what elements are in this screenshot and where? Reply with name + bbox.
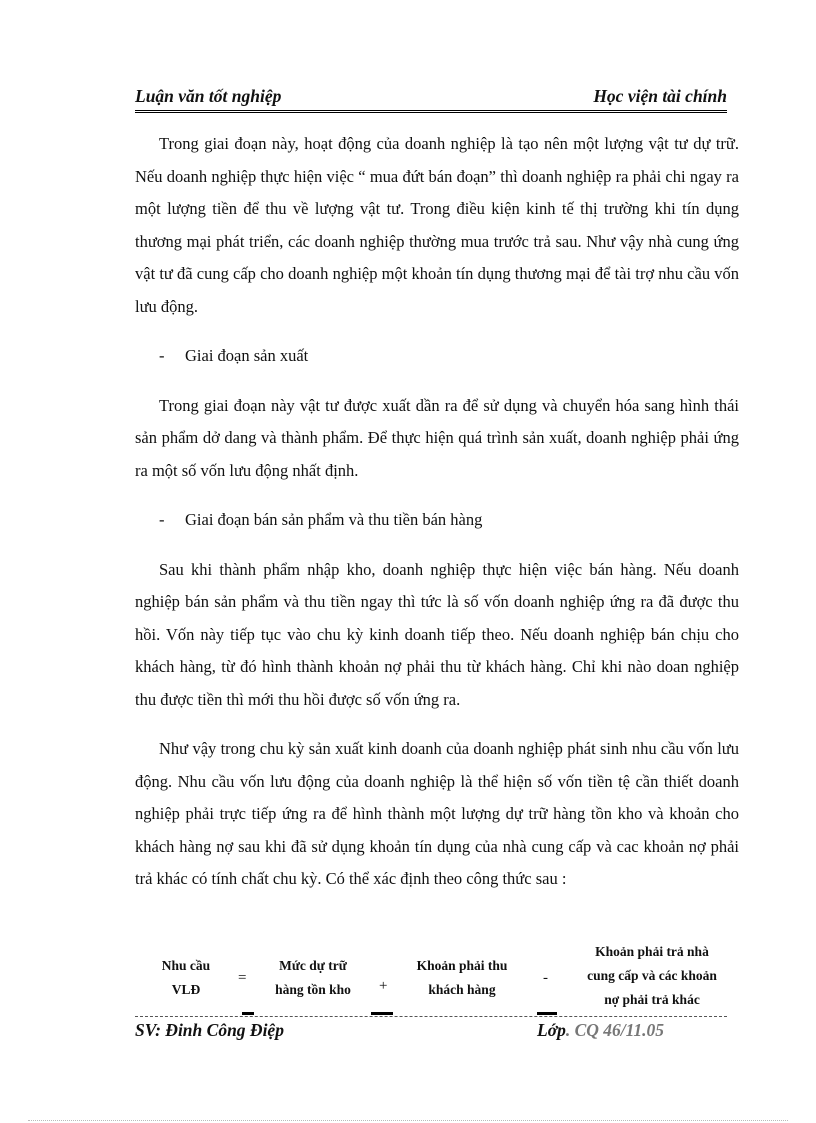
bullet-text: Giai đoạn sản xuất bbox=[185, 346, 309, 365]
header-institution: Học viện tài chính bbox=[593, 86, 727, 106]
paragraph-2: Trong giai đoạn này vật tư được xuất dần ra để sử dụng và chuyển hóa sang hình thái sản phẩm dở dang và thành phẩm. Để thực hiện quá trình sản xuất, doanh nghiệp phải ứng ra một số vốn lưu động nhất định. bbox=[135, 395, 739, 480]
bullet-dash: - bbox=[159, 510, 165, 529]
footer-class-label: Lớp bbox=[537, 1020, 566, 1040]
page-footer bbox=[135, 1020, 727, 1044]
header-thesis-title: Luận văn tốt nghiệp bbox=[135, 86, 282, 106]
paragraph-1: Trong giai đoạn này, hoạt động của doanh nghiệp là tạo nên một lượng vật tư dự trữ. Nếu doanh nghiệp thực hiện việc “ mua đứt bán đoạn” thì doanh nghiệp ra phải chi ngay ra một lượng tiền để thu về lượng vật tư. Trong điều kiện kinh tế thị trường khi tín dụng thương mại phát triển, các doanh nghiệp thường mua trước trả sau. Như vậy nhà cung ứng vật tư đã cung cấp cho doanh nghiệp một khoản tín dụng thương mại để tài trợ nhu cầu vốn lưu động. bbox=[135, 134, 739, 316]
formula-term-line: khách hàng bbox=[428, 982, 496, 997]
equals-sign: = bbox=[238, 970, 247, 986]
footer-class-code: . CQ 46/11.05 bbox=[565, 1020, 665, 1040]
formula-term-payables bbox=[567, 940, 737, 1012]
bullet-dash: - bbox=[159, 346, 165, 365]
plus-underline bbox=[371, 1012, 393, 1015]
document-body bbox=[135, 128, 739, 913]
footer-divider bbox=[135, 1016, 727, 1017]
formula-term-receivables bbox=[397, 954, 527, 1002]
equals-underline bbox=[242, 1012, 254, 1015]
formula-term-inventory bbox=[253, 954, 373, 1002]
formula-term-line: cung cấp và các khoản bbox=[587, 968, 717, 983]
formula-term-line: nợ phải trả khác bbox=[604, 992, 700, 1007]
footer-student-name: SV: Đinh Công Điệp bbox=[135, 1020, 284, 1040]
paragraph-3: Sau khi thành phẩm nhập kho, doanh nghiệp thực hiện việc bán hàng. Nếu doanh nghiệp bán sản phẩm và thu tiền ngay thì tức là số vốn doanh nghiệp ứng ra đã được thu hồi. Vốn này tiếp tục vào chu kỳ kinh doanh tiếp theo. Nếu doanh nghiệp bán chịu cho khách hàng, từ đó hình thành khoản nợ phải thu từ khách hàng. Chỉ khi nào doan nghiệp thu được tiền thì mới thu hồi được số vốn ứng ra. bbox=[135, 559, 739, 709]
formula-term-line: Mức dự trữ bbox=[279, 958, 347, 973]
paragraph-4: Như vậy trong chu kỳ sản xuất kinh doanh của doanh nghiệp phát sinh nhu cầu vốn lưu động. Nhu cầu vốn lưu động của doanh nghiệp là thể hiện số vốn tiền tệ cần thiết doanh nghiệp phải trực tiếp ứng ra để hình thành một lượng dự trữ hàng tồn kho và khoản cho khách hàng nợ sau khi đã sử dụng khoản tín dụng của nhà cung cấp và cac khoản nợ phải trả khác có tính chất chu kỳ. Có thể xác định theo công thức sau : bbox=[135, 739, 739, 888]
formula-term-line: Khoản phải trả nhà bbox=[595, 944, 709, 959]
formula-term-need bbox=[135, 954, 237, 1002]
formula-term-line: Khoản phải thu bbox=[416, 958, 508, 973]
page-bottom-edge bbox=[28, 1120, 788, 1121]
formula-term-line: hàng tồn kho bbox=[275, 982, 351, 997]
minus-sign: - bbox=[543, 970, 548, 986]
bullet-text: Giai đoạn bán sản phẩm và thu tiền bán hàng bbox=[185, 510, 483, 529]
footer-class bbox=[537, 1020, 664, 1041]
working-capital-formula bbox=[135, 940, 739, 1014]
plus-sign: + bbox=[379, 978, 388, 994]
bullet-sales-stage bbox=[135, 504, 739, 537]
page-header bbox=[135, 86, 727, 113]
minus-underline bbox=[537, 1012, 557, 1015]
formula-term-line: VLĐ bbox=[171, 982, 201, 997]
bullet-production-stage bbox=[135, 340, 739, 373]
formula-term-line: Nhu cầu bbox=[161, 958, 211, 973]
